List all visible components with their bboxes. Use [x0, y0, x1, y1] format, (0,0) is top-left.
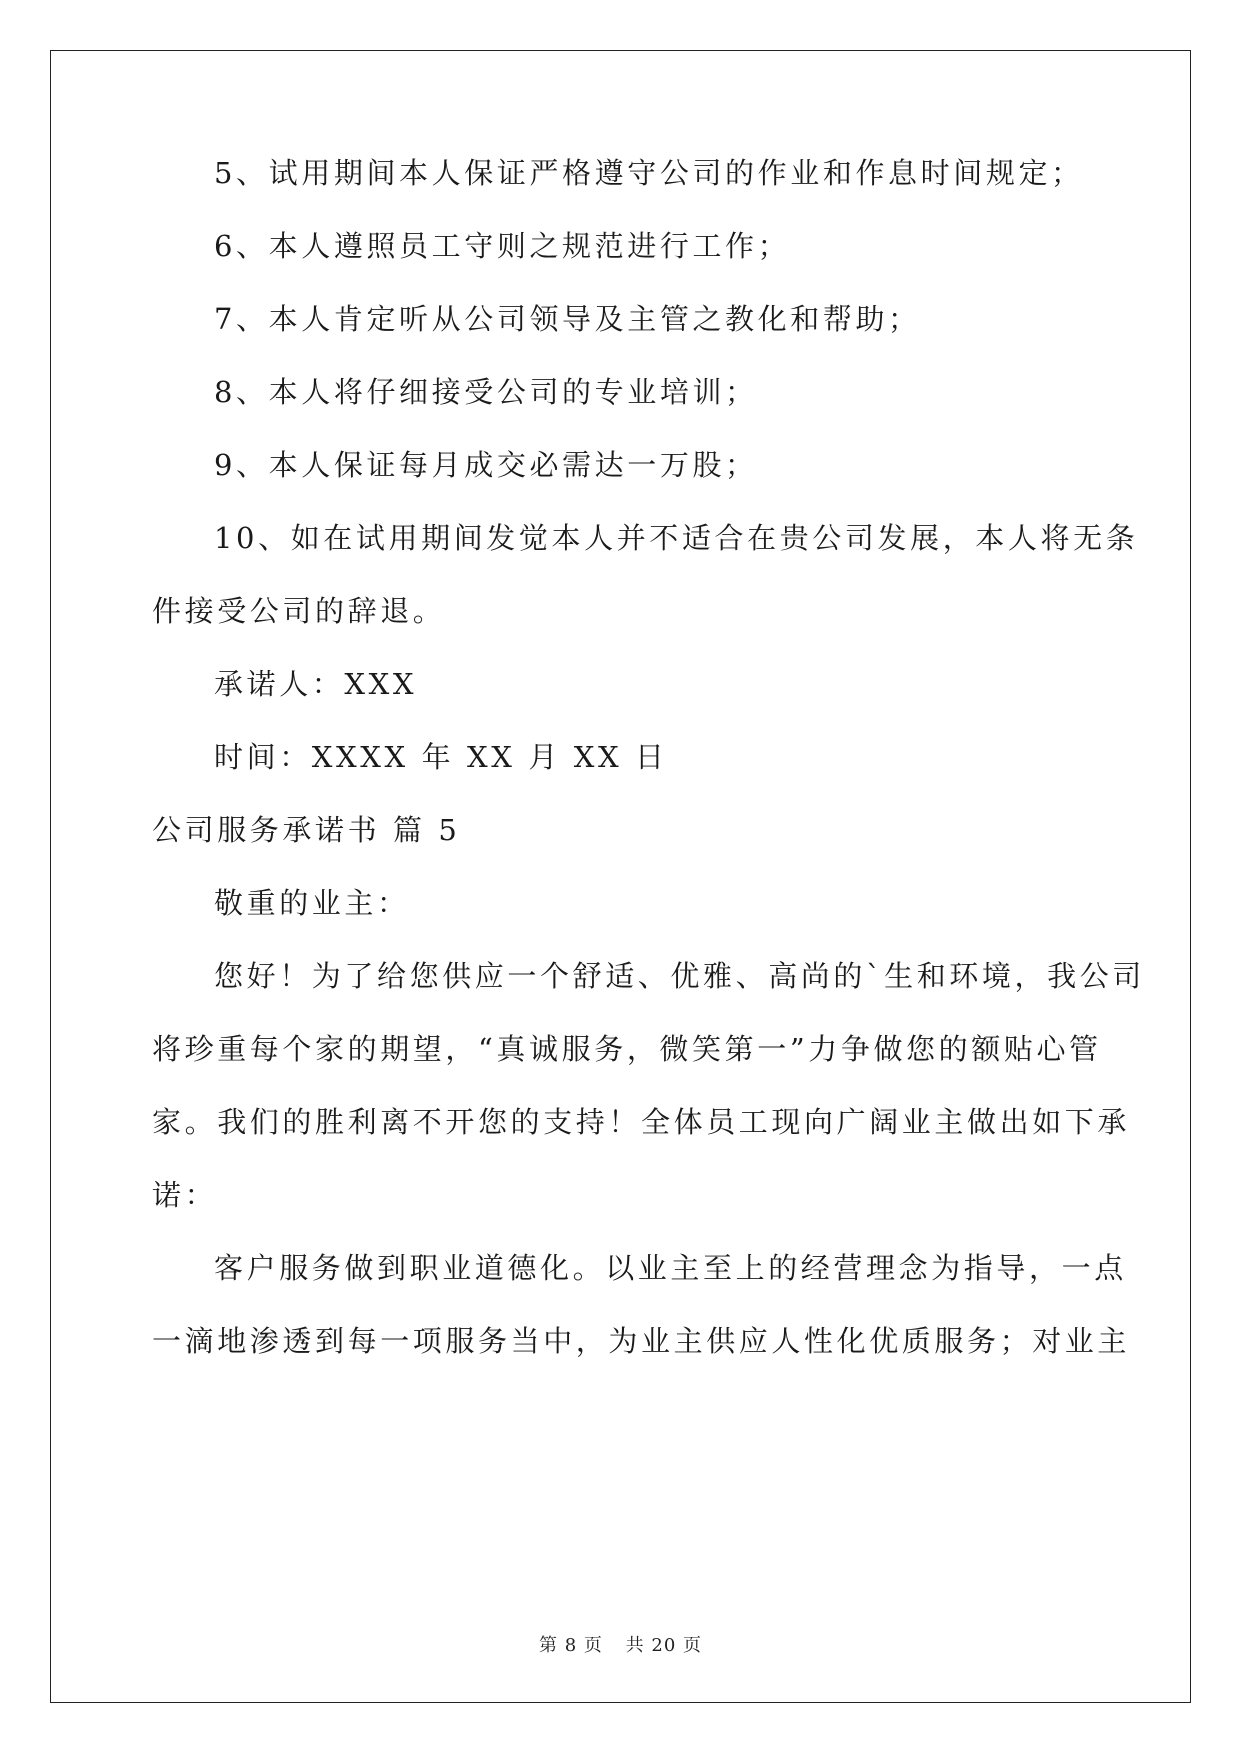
body-paragraph-1-line-2: 将珍重每个家的期望，“真诚服务，微笑第一”力争做您的额贴心管 [152, 1032, 1102, 1066]
promisor-line: 承诺人：XXX [214, 667, 418, 701]
body-paragraph-1-line-1: 您好！为了给您供应一个舒适、优雅、高尚的`生和环境，我公司 [214, 959, 1145, 993]
body-paragraph-2-line-1: 客户服务做到职业道德化。以业主至上的经营理念为指导，一点 [214, 1251, 1127, 1285]
clause-9: 9、本人保证每月成交必需达一万股； [214, 448, 758, 482]
body-paragraph-1-line-3: 家。我们的胜利离不开您的支持！全体员工现向广阔业主做出如下承 [152, 1105, 1131, 1139]
clause-10-line-1: 10、如在试用期间发觉本人并不适合在贵公司发展，本人将无条 [214, 521, 1139, 555]
clause-7: 7、本人肯定听从公司领导及主管之教化和帮助； [214, 302, 921, 336]
date-line: 时间：XXXX 年 XX 月 XX 日 [214, 740, 668, 774]
clause-6: 6、本人遵照员工守则之规范进行工作； [214, 229, 791, 263]
section-heading: 公司服务承诺书 篇 5 [152, 813, 461, 847]
clause-5: 5、试用期间本人保证严格遵守公司的作业和作息时间规定； [214, 156, 1084, 190]
clause-10-line-2: 件接受公司的辞退。 [152, 594, 446, 628]
page-total: 共 20 页 [625, 1635, 702, 1656]
salutation: 敬重的业主： [214, 886, 410, 920]
page-number: 第 8 页 [539, 1635, 603, 1656]
page-border [50, 50, 1191, 1703]
clause-8: 8、本人将仔细接受公司的专业培训； [214, 375, 758, 409]
body-paragraph-2-line-2: 一滴地渗透到每一项服务当中，为业主供应人性化优质服务；对业主 [152, 1324, 1131, 1358]
page-footer [0, 1631, 1241, 1657]
body-paragraph-1-line-4: 诺： [152, 1178, 218, 1212]
